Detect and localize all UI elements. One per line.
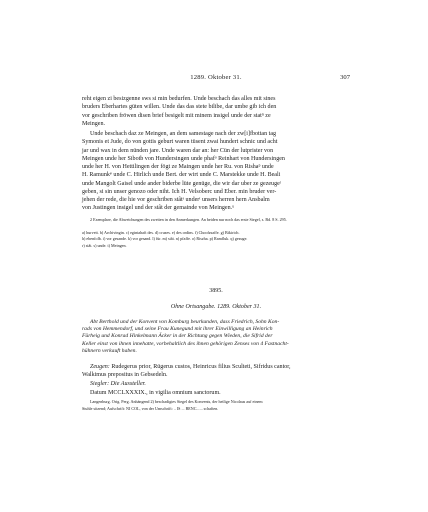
text-line: H. Ramunkᵠ unde C. Hirlich unde Bert. der wirt unde C. Marstekke unde H. Beali — [82, 172, 281, 179]
running-header — [82, 74, 350, 86]
sealer — [82, 380, 350, 388]
regest-line: rads von Hemmendorf, und seine Frau Kunegund mit ihrer Einwilligung an Heinrich — [82, 326, 273, 333]
source-note — [82, 399, 350, 412]
entry-heading — [82, 287, 350, 295]
text-line: geben, si sin unser genozo oder niht. Ich H. Velsoberc und Eber. min bruder ver- — [82, 188, 277, 195]
text-line: von Justingen insigel und der stât der gemainde von Meingen.ᵘ — [82, 205, 235, 212]
regest-line: Keller einst von ihnen innehatte, vorbehaltlich des ihnen gehörigen Zenses von 4 Fastnacht- — [82, 340, 289, 347]
witness-line: Walkimus prepositus in Gebsedeln. — [82, 372, 168, 379]
sealer-label: Siegler: — [90, 381, 110, 387]
text-line: unde Mangolt Gaisel unde ander biderbe lüte genüge, die wir dar uber ze gezeugeʳ — [82, 180, 282, 187]
regest-line: hühnern verkauft haben. — [82, 347, 137, 354]
witness-line — [82, 363, 350, 371]
witnesses — [82, 363, 350, 380]
witness-label: Zeugen: — [90, 364, 110, 370]
page-number: 307 — [340, 74, 350, 81]
footnote-note: 2 Exemplare, die Abweichungen des zweiten in den Anmerkungen. An beiden nur noch das erste Siegel, s. Bd. 8 S. 295. — [90, 217, 287, 222]
text-line: Meingen. — [82, 120, 106, 127]
regest-line: Fürheig und Konrad Hinkelmann Äcker in der Richtung gegen Wieden, die Sifrid der — [82, 333, 273, 340]
source-line: Stuhle sitzend; Aufschrift: NI COL, von der Umschrift: .. IS ... BENC...... schaften. — [82, 405, 219, 411]
datum-text: Datum MCCLXXXIX., in vigilia omnium sanctorum. — [90, 390, 221, 396]
charter-text-dating — [82, 130, 350, 213]
text-line: jehen der rede, die hie vor geschriben stâtˢ underᵗ unsers herren hern Ansbalm — [82, 197, 270, 203]
footnote-variants: a) hurveit. b) Archivingin. c) egintahaft des. d) cruzes. e) des ordins. f) Choofzsaffe. g) Bikirich. — [82, 229, 240, 235]
footnotes — [82, 217, 350, 249]
footnote-variants: h) ebenfolb. i) vor gesande. k) vor gesand. l) für. m) stât. n) pfaffe. o) Riszha. p) Ramfluk. q) gezuge. — [82, 236, 248, 241]
text-line: vor geschriben fröwen disen brief besigelt mit minem insigel unde der statⁿ ze — [82, 112, 271, 119]
sealer-text: Die Aussteller. — [110, 381, 146, 387]
text-line: bruders Eberhartes güten willen. Unde das das stete bilibe, dar umbe gib ich den — [82, 104, 277, 111]
text-line: jar und wax in dem nünden jare. Unde waren dar an: her Cün der lutprister von — [82, 147, 274, 154]
footnote-variants: r) stât. s) unde. t) Meingen. — [82, 242, 127, 248]
text-line: unde her H. von Hettilingen der fögt ze Maingen unde her Ru. von Rishaᵖ unde — [82, 164, 274, 170]
entry-place-date: Ohne Ortsangabe. 1289. Oktober 31. — [170, 304, 262, 310]
entry-place-date-block — [82, 303, 350, 311]
text-line: Unde beschach daz ze Meingen, an dem samestage nach der zw[i]fbottan tag — [90, 131, 277, 137]
text-line: reht eigen zi besizgenne sws si min bedurfen. Unde beschach das alles mit sines — [82, 96, 276, 102]
source-line: Langenburg. Orig. Perg. Anhängend 2) beschadigtes Siegel des Konvents, der heilige Nicolaus auf einem — [90, 399, 263, 404]
datum-line — [82, 389, 350, 397]
charter-text-continuation — [82, 95, 350, 128]
running-title: 1289. Oktober 31. — [190, 74, 242, 81]
text-line: Meingen unde her Sibotb von Hundersingen unde phafᵒ Reinhart von Hundersingen — [82, 155, 285, 162]
text-line: Symonis et Jude, do von gottis geburt waren tüsent zwai hundert schnic und acht — [82, 139, 278, 146]
witness-text: Rudegerus prior, Rügerus custos, Heinricus filius Sculteti, Sifridus cantor, — [111, 364, 291, 370]
regest — [82, 319, 350, 355]
regest-line: Abt Berthold und der Konvent von Komburg beurkunden, dass Friedrich, Sohn Kon- — [90, 319, 280, 325]
entry-number: 3895. — [209, 288, 223, 294]
sealer-line — [82, 380, 350, 388]
